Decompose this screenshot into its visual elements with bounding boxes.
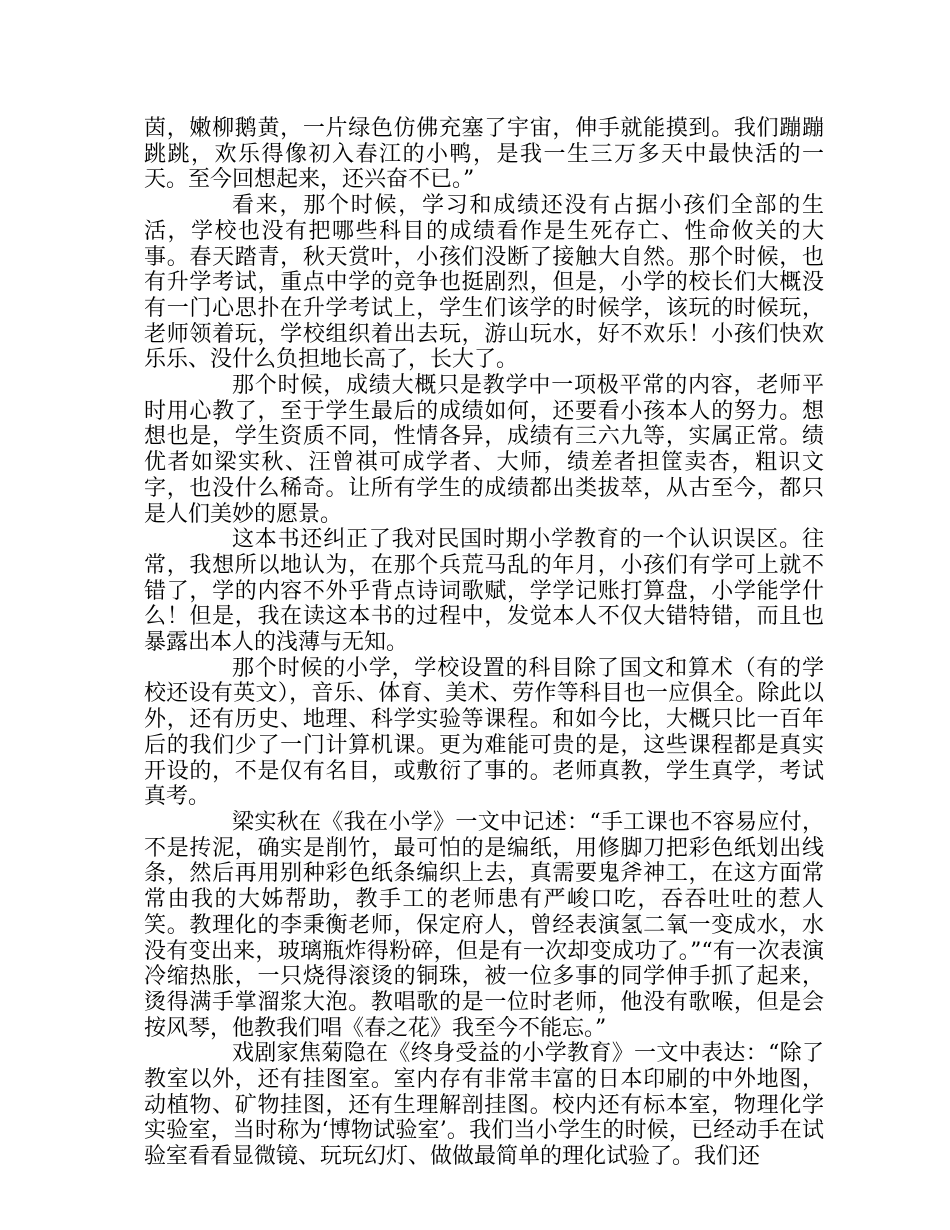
body-text xyxy=(144,116,824,1170)
paragraph-subjects: 那个时候的小学，学校设置的科目除了国文和算术（有的学校还设有英文），音乐、体育、美术、劳作等科目也一应俱全。除此以外，还有历史、地理、科学实验等课程。和如今比，大概只比一百年后的我们少了一门计算机课。更为难能可贵的是，这些课程都是真实开设的，不是仅有名目，或敷衍了事的。老师真教，学生真学，考试真考。 xyxy=(144,655,824,810)
paragraph-jiao-juyin-quote: 戏剧家焦菊隐在《终身受益的小学教育》一文中表达：“除了教室以外，还有挂图室。室内存有非常丰富的日本印刷的中外地图，动植物、矿物挂图，还有生理解剖挂图。校内还有标本室，物理化学实验室，当时称为‘博物试验室’。我们当小学生的时候，已经动手在试验室看看显微镜、玩玩幻灯、做做最简单的理化试验了。我们还 xyxy=(144,1041,824,1170)
paragraph-grades-ordinary: 那个时候，成绩大概只是教学中一项极平常的内容，老师平时用心教了，至于学生最后的成绩如何，还要看小孩本人的努力。想想也是，学生资质不同，性情各异，成绩有三六九等，实属正常。绩优者如梁实秋、汪曾祺可成学者、大师，绩差者担筐卖杏，粗识文字，也没什么稀奇。让所有学生的成绩都出类拔萃，从古至今，都只是人们美妙的愿景。 xyxy=(144,373,824,527)
paragraph-continuation: 茵，嫩柳鹅黄，一片绿色仿佛充塞了宇宙，伸手就能摸到。我们蹦蹦跳跳，欢乐得像初入春江的小鸭，是我一生三万多天中最快活的一天。至今回想起来，还兴奋不已。” xyxy=(144,116,824,193)
paragraph-liang-shiqiu-quote: 梁实秋在《我在小学》一文中记述：“手工课也不容易应付，不是抟泥，确实是削竹，最可怕的是编纸，用修脚刀把彩色纸划出线条，然后再用别种彩色纸条编织上去，真需要鬼斧神工，在这方面常常由我的大姊帮助，教手工的老师患有严峻口吃，吞吞吐吐的惹人笑。教理化的李秉衡老师，保定府人，曾经表演氢二氧一变成水，水没有变出来，玻璃瓶炸得粉碎，但是有一次却变成功了。”“有一次表演冷缩热胀，一只烧得滚烫的铜珠，被一位多事的同学伸手抓了起来，烫得满手掌溜浆大泡。教唱歌的是一位时老师，他没有歌喉，但是会按风琴，他教我们唱《春之花》我至今不能忘。” xyxy=(144,809,824,1041)
paragraph-misconception: 这本书还纠正了我对民国时期小学教育的一个认识误区。往常，我想所以地认为，在那个兵荒马乱的年月，小孩们有学可上就不错了，学的内容不外乎背点诗词歌赋，学学记账打算盘，小学能学什么！但是，我在读这本书的过程中，发觉本人不仅大错特错，而且也暴露出本人的浅薄与无知。 xyxy=(144,527,824,656)
paragraph-study-and-grades: 看来，那个时候，学习和成绩还没有占据小孩们全部的生活，学校也没有把哪些科目的成绩看作是生死存亡、性命攸关的大事。春天踏青，秋天赏叶，小孩们没断了接触大自然。那个时候，也有升学考试，重点中学的竞争也挺剧烈，但是，小学的校长们大概没有一门心思扑在升学考试上，学生们该学的时候学，该玩的时候玩，老师领着玩，学校组织着出去玩，游山玩水，好不欢乐！小孩们快欢乐乐、没什么负担地长高了，长大了。 xyxy=(144,193,824,373)
